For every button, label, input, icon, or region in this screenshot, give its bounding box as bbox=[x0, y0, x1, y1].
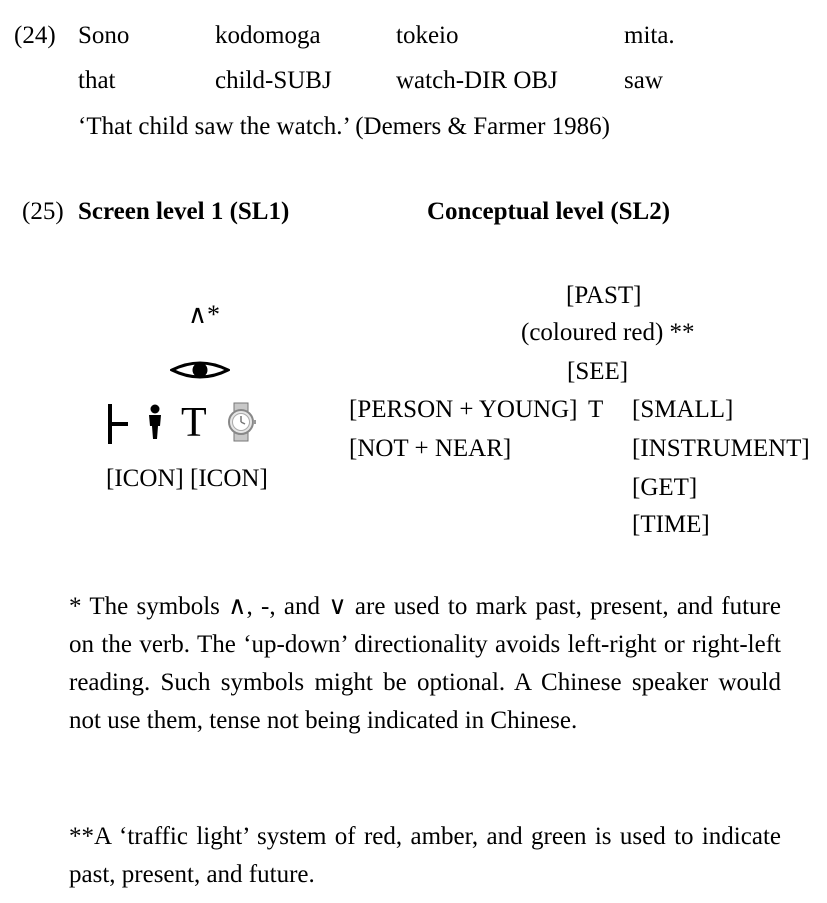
example-24-number: (24) bbox=[14, 22, 56, 49]
icon-labels: [ICON] [ICON] bbox=[106, 465, 268, 492]
gloss-kodomoga: kodomoga bbox=[215, 22, 321, 49]
gloss-watch-dir-obj: watch-DIR OBJ bbox=[396, 67, 558, 94]
concept-person-young: [PERSON + YOUNG] bbox=[349, 396, 578, 423]
sl1-heading: Screen level 1 (SL1) bbox=[78, 198, 290, 225]
gloss-sono: Sono bbox=[78, 22, 130, 49]
concept-see: [SEE] bbox=[567, 358, 629, 385]
example-24-translation: ‘That child saw the watch.’ (Demers & Farmer 1986) bbox=[78, 113, 610, 140]
concept-coloured-red: (coloured red) ** bbox=[521, 319, 695, 346]
gloss-tokeio: tokeio bbox=[396, 22, 459, 49]
pointer-bar-icon bbox=[106, 402, 130, 446]
footnote-tense-symbols: * The symbols ∧, -, and ∨ are used to mark past, present, and future on the verb. The ‘up-down’ directionality avoids left-right or right-left reading. Such symbols might be optional. A Chinese speaker would not use them, tense not being indicated in Chinese. bbox=[69, 593, 781, 734]
concept-instrument: [INSTRUMENT] bbox=[632, 435, 810, 462]
concept-time: [TIME] bbox=[632, 511, 710, 538]
gloss-child-subj: child-SUBJ bbox=[215, 67, 332, 94]
sl2-heading: Conceptual level (SL2) bbox=[427, 198, 671, 225]
concept-t: T bbox=[588, 396, 604, 423]
concept-small: [SMALL] bbox=[632, 396, 734, 423]
example-25-number: (25) bbox=[22, 198, 64, 225]
eye-icon bbox=[170, 358, 230, 382]
past-tense-mark: ∧* bbox=[188, 300, 221, 329]
concept-past: [PAST] bbox=[566, 282, 642, 309]
concept-get: [GET] bbox=[632, 474, 698, 501]
t-symbol: T bbox=[181, 400, 207, 446]
person-icon bbox=[145, 404, 165, 440]
gloss-mita: mita. bbox=[624, 22, 675, 49]
concept-not-near: [NOT + NEAR] bbox=[349, 435, 512, 462]
wristwatch-icon bbox=[224, 402, 258, 442]
footnote-traffic-light: **A ‘traffic light’ system of red, amber, and green is used to indicate past, present, and future. bbox=[69, 823, 781, 888]
gloss-that: that bbox=[78, 67, 116, 94]
gloss-saw: saw bbox=[624, 67, 663, 94]
